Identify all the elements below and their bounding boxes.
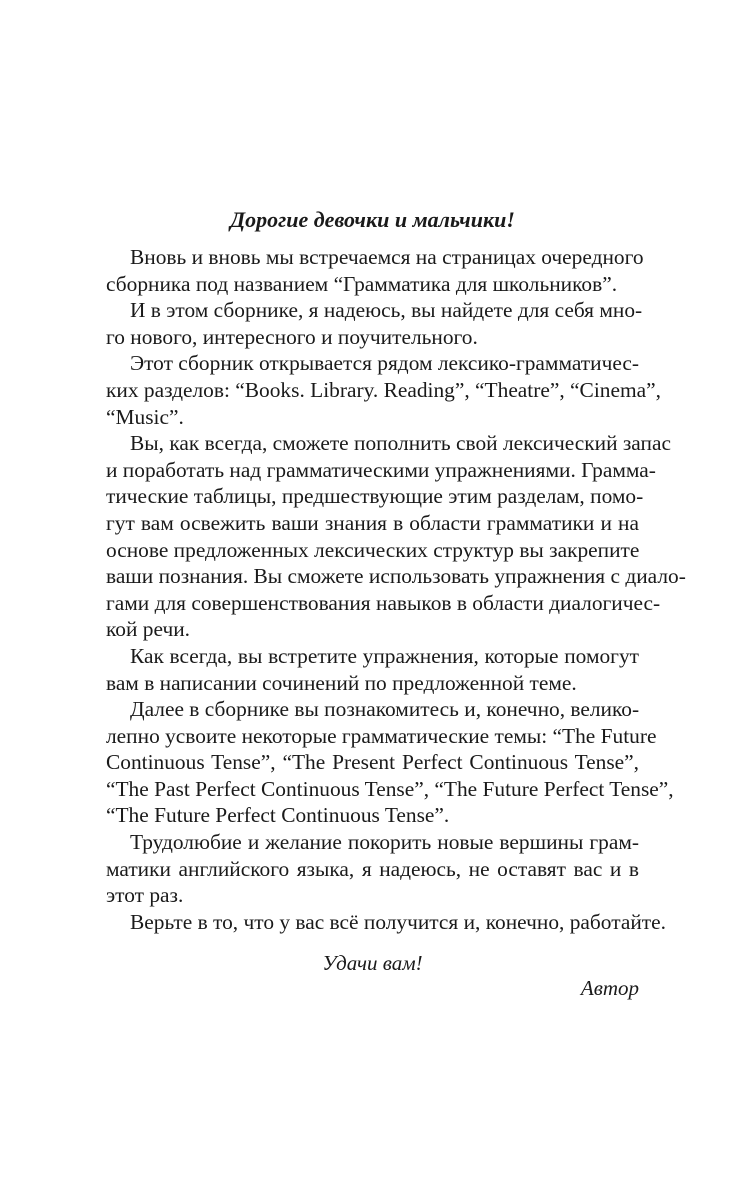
text-line: И в этом сборнике, я надеюсь, вы найдете для себя мно- bbox=[130, 298, 643, 323]
text-line: матики английского языка, я надеюсь, не оставят вас и в bbox=[106, 856, 639, 881]
text-line: кой речи. bbox=[106, 617, 191, 642]
paragraph bbox=[106, 909, 666, 936]
text-line: вам в написании сочинений по предложенной теме. bbox=[106, 670, 577, 695]
text-line: основе предложенных лексических структур вы закрепите bbox=[106, 537, 640, 562]
paragraph bbox=[106, 643, 639, 696]
body-text bbox=[106, 244, 686, 935]
text-line: лепно усвоите некоторые грамматические темы: “The Future bbox=[106, 723, 657, 748]
text-line: сборника под названием “Грамматика для школьников”. bbox=[106, 271, 618, 296]
text-line: Как всегда, вы встретите упражнения, которые помогут bbox=[130, 643, 639, 668]
paragraph bbox=[106, 829, 639, 909]
closing-wish: Удачи вам! bbox=[322, 951, 423, 975]
paragraph bbox=[106, 430, 686, 643]
text-line: ваши познания. Вы сможете использовать упражнения с диало- bbox=[106, 564, 686, 589]
paragraph bbox=[106, 244, 644, 297]
text-line: ких разделов: “Books. Library. Reading”, “Theatre”, “Cinema”, bbox=[106, 377, 661, 402]
text-line: Этот сборник открывается рядом лексико-грамматичес- bbox=[130, 351, 639, 376]
text-line: Трудолюбие и желание покорить новые вершины грам- bbox=[130, 830, 639, 855]
text-line: гами для совершенствования навыков в области диалогичес- bbox=[106, 590, 661, 615]
text-line: Далее в сборнике вы познакомитесь и, конечно, велико- bbox=[130, 697, 640, 722]
document-page bbox=[106, 0, 686, 1182]
text-line: гут вам освежить ваши знания в области грамматики и на bbox=[106, 510, 639, 535]
text-line: и поработать над грамматическими упражнениями. Грамма- bbox=[106, 457, 656, 482]
text-line: “Music”. bbox=[106, 404, 184, 429]
text-line: “The Past Perfect Continuous Tense”, “The Future Perfect Tense”, bbox=[106, 776, 674, 801]
author-signature: Автор bbox=[580, 976, 639, 1000]
paragraph bbox=[106, 696, 674, 829]
paragraph bbox=[106, 297, 643, 350]
text-line: Вы, как всегда, сможете пополнить свой лексический запас bbox=[130, 431, 671, 456]
text-line: Continuous Tense”, “The Present Perfect Continuous Tense”, bbox=[106, 750, 639, 775]
text-line: этот раз. bbox=[106, 883, 184, 908]
text-line: го нового, интересного и поучительного. bbox=[106, 324, 478, 349]
text-line: Вновь и вновь мы встречаемся на страницах очередного bbox=[130, 245, 644, 269]
text-line: “The Future Perfect Continuous Tense”. bbox=[106, 803, 450, 828]
text-line: Верьте в то, что у вас всё получится и, конечно, работайте. bbox=[130, 909, 666, 934]
paragraph bbox=[106, 350, 661, 430]
page-title: Дорогие девочки и мальчики! bbox=[230, 207, 515, 232]
text-line: тические таблицы, предшествующие этим разделам, помо- bbox=[106, 484, 644, 509]
